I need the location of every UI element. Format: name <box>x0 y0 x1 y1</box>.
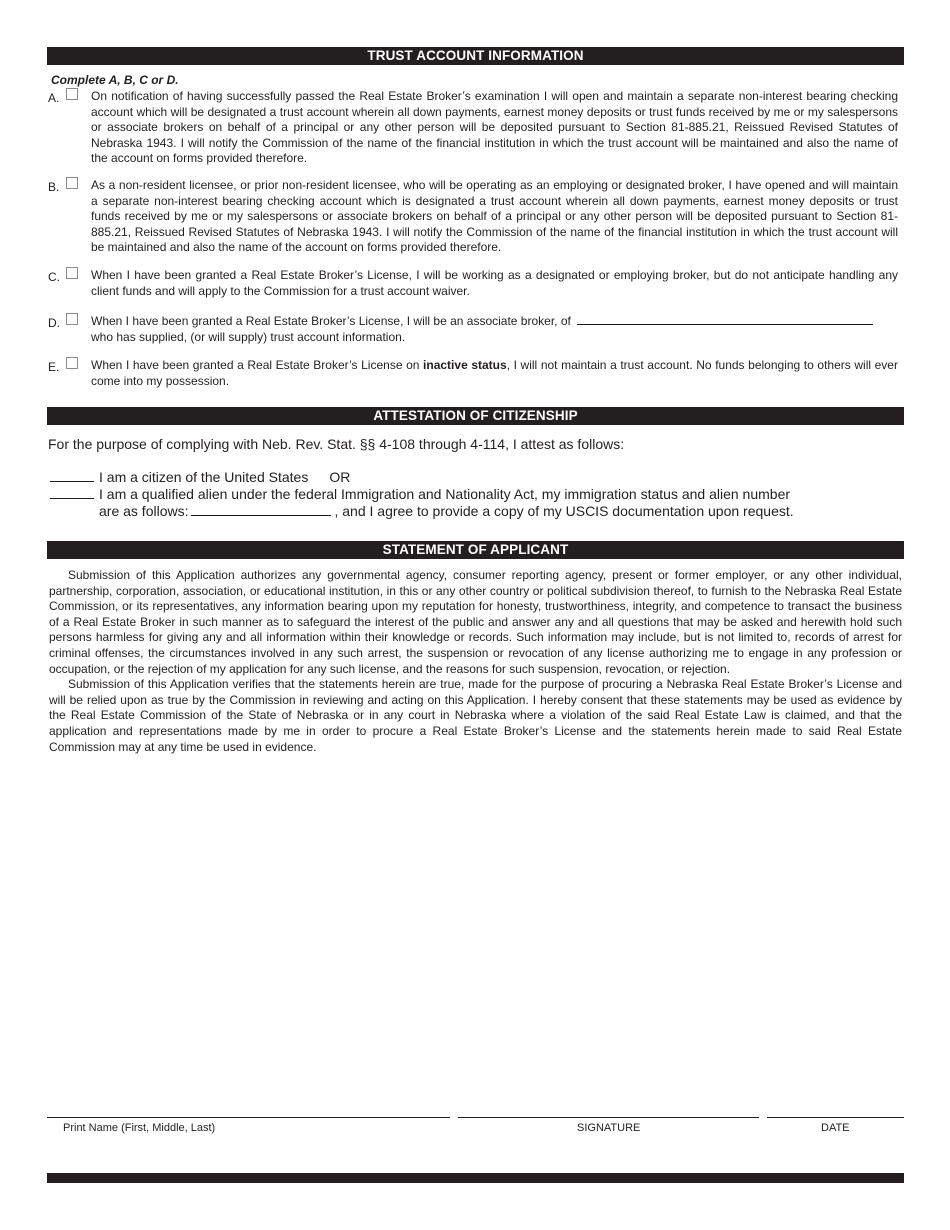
statement-header: STATEMENT OF APPLICANT <box>47 541 904 559</box>
statement-paragraph-1: Submission of this Application authorizes any governmental agency, consumer reporting agency, present or former employer, or any other individual, partnership, corporation, association, or educational institution, in this or any other country or political subdivision thereof, to furnish to the Nebraska Real Estate Commission, or its representatives, any information bearing upon my reputation for honesty, trustworthiness, integrity, and competence to transact the business of a Real Estate Broker in such manner as to safeguard the interest of the public and answer any and all questions that may be asked and herewith hold such persons harmless for giving any and all information within their knowledge or records. Such information may include, but is not limited to, records of arrest for criminal offenses, the circumstances involved in any such arrest, the suspension or revocation of any license authorizing me to engage in any profession or occupation, or the rejection of my application for any such license, and the reasons for such suspension, revocation, or rejection. <box>49 568 902 676</box>
option-e-checkbox[interactable] <box>66 357 78 369</box>
option-d-text-a: When I have been granted a Real Estate Broker’s License, I will be an associate broker, of <box>91 314 571 328</box>
date-line[interactable] <box>767 1117 904 1118</box>
citizen-row <box>50 469 350 486</box>
print-name-line[interactable] <box>47 1117 450 1118</box>
statement-paragraph-2: Submission of this Application verifies that the statements herein are true, made for the purpose of procuring a Nebraska Real Estate Broker’s License and will be relied upon as true by the Commission in reviewing and acting on this Application. I hereby consent that these statements may be used as evidence by the Real Estate Commission of the State of Nebraska or in any court in Nebraska where a violation of the said Real Estate Law is claimed, and that the application and representations made by me in order to procure a Real Estate Broker’s License and the statements herein made to said Real Estate Commission may at any time be used in evidence. <box>49 677 902 754</box>
footer-bar <box>47 1173 904 1183</box>
option-letter: A. <box>48 91 60 105</box>
option-text: When I have been granted a Real Estate Broker’s License, I will be working as a designated or employing broker, but do not anticipate handling any client funds and will apply to the Commission for a trust account waiver. <box>91 268 898 298</box>
trust-option-b <box>48 178 898 256</box>
option-text <box>91 358 898 389</box>
citizen-blank[interactable] <box>50 469 94 482</box>
option-letter: E. <box>48 360 60 374</box>
option-b-checkbox[interactable] <box>66 177 78 189</box>
trust-option-d <box>48 314 898 345</box>
print-name-label: Print Name (First, Middle, Last) <box>63 1122 216 1134</box>
option-e-bold: inactive status <box>423 358 507 372</box>
date-label: DATE <box>821 1122 850 1134</box>
statement-body <box>49 568 902 755</box>
alien-text: I am a qualified alien under the federal Immigration and Nationality Act, my immigration status and alien number <box>99 486 791 502</box>
alien-row <box>50 486 790 503</box>
option-letter: B. <box>48 180 60 194</box>
option-a-checkbox[interactable] <box>66 88 78 100</box>
alien-continuation <box>99 503 794 519</box>
trust-option-c <box>48 268 898 299</box>
citizen-text: I am a citizen of the United States <box>99 469 309 485</box>
option-c-checkbox[interactable] <box>66 267 78 279</box>
trust-option-e <box>48 358 898 389</box>
signature-line[interactable] <box>458 1117 759 1118</box>
option-d-text-b: who has supplied, (or will supply) trust account information. <box>91 329 406 344</box>
alien-blank[interactable] <box>50 486 94 499</box>
citizenship-header: ATTESTATION OF CITIZENSHIP <box>47 407 904 425</box>
option-d-checkbox[interactable] <box>66 313 78 325</box>
option-letter: D. <box>48 316 60 330</box>
alien-number-field[interactable] <box>191 505 331 516</box>
option-e-text-a: When I have been granted a Real Estate Broker’s License on <box>91 358 424 372</box>
trust-instruction: Complete A, B, C or D. <box>51 73 179 87</box>
associate-broker-field[interactable] <box>577 314 873 325</box>
option-text <box>91 314 898 345</box>
or-text: OR <box>329 469 351 485</box>
trust-option-a <box>48 89 898 167</box>
alien-text-2a: are as follows: <box>99 503 189 519</box>
alien-text-2b: , and I agree to provide a copy of my USCIS documentation upon request. <box>334 503 794 519</box>
option-e-text-b: , I will not maintain a trust account. No funds belonging to others will ever come into my possession. <box>91 358 898 388</box>
signature-label: SIGNATURE <box>577 1122 641 1134</box>
citizenship-intro: For the purpose of complying with Neb. Rev. Stat. §§ 4-108 through 4-114, I attest as follows: <box>48 436 625 452</box>
trust-account-header: TRUST ACCOUNT INFORMATION <box>47 47 904 65</box>
option-text: As a non-resident licensee, or prior non-resident licensee, who will be operating as an employing or designated broker, I have opened and will maintain a separate non-interest bearing checking account which is designated a trust account wherein all down payments, earnest money deposits or trust funds received by me or my salespersons or associate brokers on behalf of a principal or any other person will be deposited pursuant to Section 81-885.21, Reissued Revised Statutes of Nebraska 1943. I will notify the Commission of the name of the financial institution in which the trust account will be maintained and also the name of the account on forms provided therefore. <box>91 178 898 255</box>
option-text: On notification of having successfully passed the Real Estate Broker’s examination I will open and maintain a separate non-interest bearing checking account which will be designated a trust account wherein all down payments, earnest money deposits or trust funds received by me or my salespersons or associate brokers on behalf of a principal or any other person will be deposited pursuant to Section 81-885.21, Reissued Revised Statutes of Nebraska 1943. I will notify the Commission of the name of the financial institution in which the trust account will be maintained and also the name of the account on forms provided therefore. <box>91 89 898 166</box>
option-letter: C. <box>48 270 60 284</box>
